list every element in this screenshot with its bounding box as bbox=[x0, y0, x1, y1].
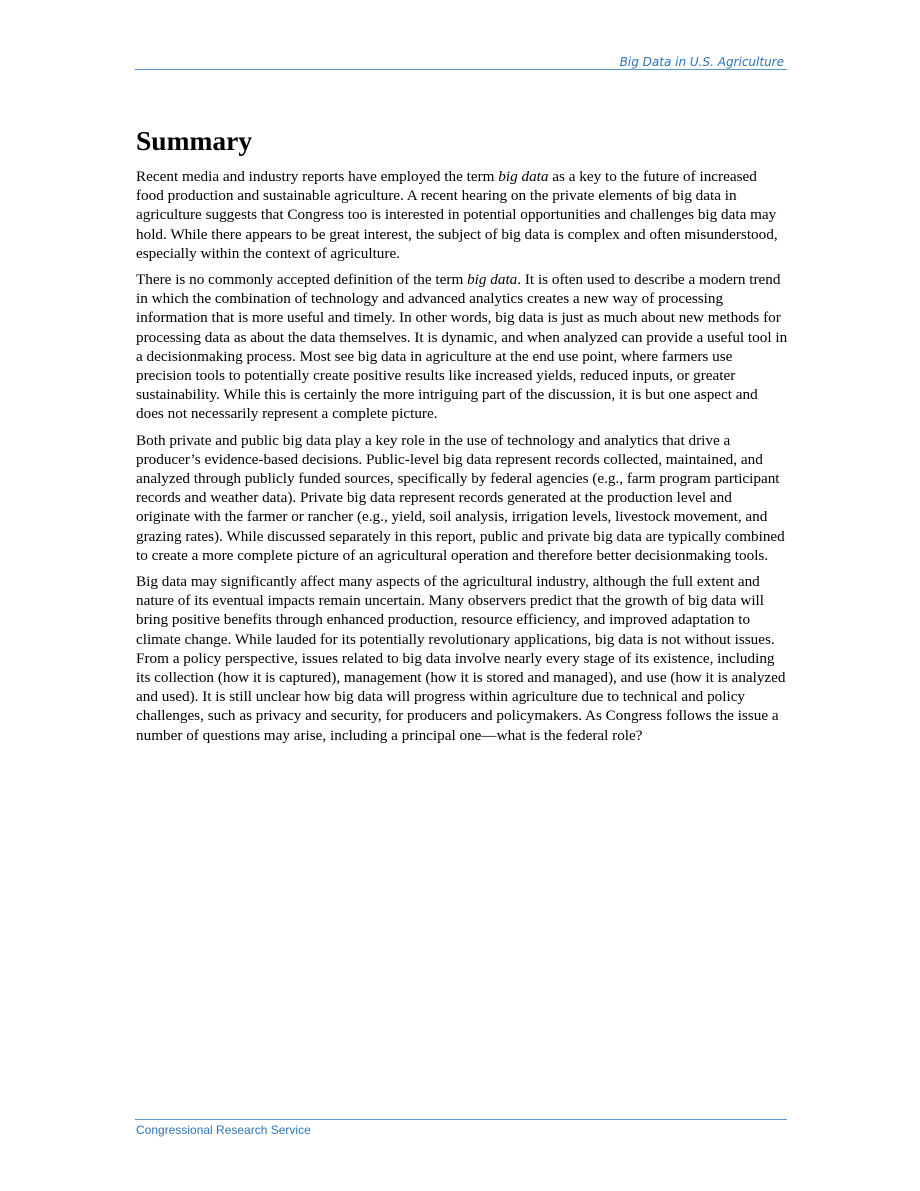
paragraph-text: as a key to the future of increased food production and sustainable agriculture. A recent hearing on the private elements of big data in agriculture suggests that Congress too is interested in potential opportunities and challenges big data may hold. While there appears to be great interest, the subject of big data is complex and often misunderstood, especially within the context of agriculture. bbox=[136, 168, 778, 262]
running-header-title: Big Data in U.S. Agriculture bbox=[619, 55, 784, 69]
summary-paragraph-2 bbox=[136, 270, 788, 424]
page-body bbox=[136, 124, 788, 752]
footer-organization: Congressional Research Service bbox=[136, 1123, 311, 1137]
summary-paragraph-4: Big data may significantly affect many aspects of the agricultural industry, although the full extent and nature of its eventual impacts remain uncertain. Many observers predict that the growth of big data will bring positive benefits through enhanced production, resource efficiency, and improved adaptation to climate change. While lauded for its potentially revolutionary applications, big data is not without issues. From a policy perspective, issues related to big data involve nearly every stage of its existence, including its collection (how it is captured), management (how it is stored and managed), and use (how it is analyzed and used). It is still unclear how big data will progress within agriculture due to technical and policy challenges, such as privacy and security, for producers and policymakers. As Congress follows the issue a number of questions may arise, including a principal one—what is the federal role? bbox=[136, 573, 786, 744]
summary-paragraph-1 bbox=[136, 167, 788, 263]
footer-divider bbox=[135, 1119, 787, 1120]
paragraph-text: Recent media and industry reports have employed the term bbox=[136, 168, 499, 185]
emphasized-term: big data bbox=[467, 271, 518, 289]
paragraph-text: There is no commonly accepted definition of the term bbox=[136, 271, 468, 289]
paragraph-text: . It is often used to describe a modern trend in which the combination of technology and advanced analytics creates a new way of processing information that is more useful and timely. In other words, big data is just as much about new methods for processing data as about the data themselves. It is dynamic, and when analyzed can provide a useful tool in a decisionmaking process. Most see big data in agriculture at the end use point, where farmers use precision tools to potentially create positive results like increased yields, reduced inputs, or greater sustainability. While this is certainly the more intriguing part of the discussion, it is but one aspect and does not necessarily represent a complete picture. bbox=[136, 271, 788, 423]
section-title: Summary bbox=[136, 125, 253, 156]
emphasized-term: big data bbox=[498, 168, 549, 185]
header-divider bbox=[135, 69, 787, 70]
summary-paragraph-3: Both private and public big data play a key role in the use of technology and analytics that drive a producer’s evidence-based decisions. Public-level big data represent records collected, maintained, and analyzed through publicly funded sources, specifically by federal agencies (e.g., farm program participant records and weather data). Private big data represent records generated at the production level and originate with the farmer or rancher (e.g., yield, soil analysis, irrigation levels, livestock movement, and grazing rates). While discussed separately in this report, public and private big data are typically combined to create a more complete picture of an agricultural operation and therefore better decisionmaking tools. bbox=[136, 431, 785, 564]
